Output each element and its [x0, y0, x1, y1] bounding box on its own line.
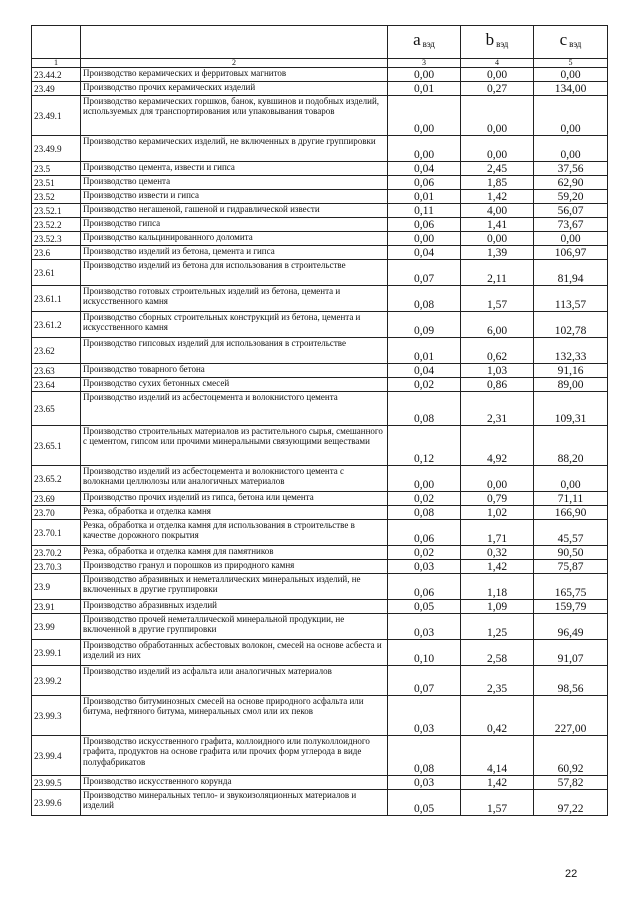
value-b-cell: 1,03: [461, 364, 534, 378]
code-cell: 23.70.1: [32, 520, 81, 546]
header-b-cell: b $_{вэд}$: [461, 26, 534, 59]
value-c-cell: 166,90: [534, 506, 608, 520]
value-b-cell: 0,00: [461, 466, 534, 492]
table-row: [32, 520, 608, 546]
name-cell: Производство битуминозных смесей на основе природного асфальта или битума, нефтяного битума, минеральных смол или их пеков: [81, 696, 388, 736]
value-c-cell: 91,07: [534, 640, 608, 666]
table-row: [32, 696, 608, 736]
value-b-cell: 0,00: [461, 136, 534, 162]
name-cell: Производство гипса: [81, 218, 388, 232]
value-c-cell: 75,87: [534, 560, 608, 574]
name-cell: Производство готовых строительных изделий из бетона, цемента и искусственного камня: [81, 286, 388, 312]
coefficient-table: [31, 25, 608, 816]
code-cell: 23.62: [32, 338, 81, 364]
table-row: [32, 232, 608, 246]
value-a-cell: 0,07: [388, 666, 461, 696]
value-b-cell: 0,79: [461, 492, 534, 506]
value-c-cell: 165,75: [534, 574, 608, 600]
value-a-cell: 0,03: [388, 614, 461, 640]
coefficient-table-container: [31, 25, 608, 816]
value-b-cell: 1,57: [461, 790, 534, 816]
code-cell: 23.5: [32, 162, 81, 176]
table-row: [32, 68, 608, 82]
code-cell: 23.64: [32, 378, 81, 392]
code-cell: 23.49.9: [32, 136, 81, 162]
value-c-cell: 106,97: [534, 246, 608, 260]
value-a-cell: 0,01: [388, 338, 461, 364]
table-row: [32, 96, 608, 136]
name-cell: Производство прочей неметаллической минеральной продукции, не включенной в другие группировки: [81, 614, 388, 640]
value-b-cell: 0,42: [461, 696, 534, 736]
name-cell: Производство кальцинированного доломита: [81, 232, 388, 246]
value-c-cell: 102,78: [534, 312, 608, 338]
table-row: [32, 82, 608, 96]
column-index-row: [32, 59, 608, 68]
code-cell: 23.70: [32, 506, 81, 520]
code-cell: 23.52.3: [32, 232, 81, 246]
table-row: [32, 506, 608, 520]
table-row: [32, 492, 608, 506]
value-c-cell: 227,00: [534, 696, 608, 736]
header-row: [32, 26, 608, 59]
value-c-cell: 81,94: [534, 260, 608, 286]
name-cell: Резка, обработка и отделка камня для использования в строительстве в качестве дорожного покрытия: [81, 520, 388, 546]
table-row: [32, 162, 608, 176]
value-b-cell: 6,00: [461, 312, 534, 338]
code-cell: 23.99.3: [32, 696, 81, 736]
table-row: [32, 600, 608, 614]
table-row: [32, 312, 608, 338]
value-c-cell: 113,57: [534, 286, 608, 312]
table-row: [32, 574, 608, 600]
table-row: [32, 790, 608, 816]
value-b-cell: 2,31: [461, 392, 534, 426]
name-cell: Производство изделий из бетона для использования в строительстве: [81, 260, 388, 286]
column-index: 1: [32, 59, 81, 68]
value-b-cell: 2,45: [461, 162, 534, 176]
table-row: [32, 736, 608, 776]
value-b-cell: 0,00: [461, 96, 534, 136]
value-b-cell: 0,00: [461, 68, 534, 82]
header-code-cell: [32, 26, 81, 59]
value-a-cell: 0,00: [388, 96, 461, 136]
value-b-cell: 1,57: [461, 286, 534, 312]
code-cell: 23.99.2: [32, 666, 81, 696]
value-b-cell: 1,71: [461, 520, 534, 546]
table-row: [32, 286, 608, 312]
code-cell: 23.65: [32, 392, 81, 426]
value-a-cell: 0,02: [388, 492, 461, 506]
code-cell: 23.51: [32, 176, 81, 190]
name-cell: Производство гранул и порошков из природного камня: [81, 560, 388, 574]
code-cell: 23.49: [32, 82, 81, 96]
name-cell: Производство искусственного графита, коллоидного или полуколлоидного графита, продуктов на основе графита или прочих форм углерода в виде полуфабрикатов: [81, 736, 388, 776]
code-cell: 23.65.1: [32, 426, 81, 466]
code-cell: 23.70.2: [32, 546, 81, 560]
code-cell: 23.70.3: [32, 560, 81, 574]
table-row: [32, 560, 608, 574]
code-cell: 23.99.6: [32, 790, 81, 816]
name-cell: Резка, обработка и отделка камня для памятников: [81, 546, 388, 560]
value-c-cell: 97,22: [534, 790, 608, 816]
name-cell: Производство сборных строительных конструкций из бетона, цемента и искусственного камня: [81, 312, 388, 338]
value-c-cell: 132,33: [534, 338, 608, 364]
code-cell: 23.44.2: [32, 68, 81, 82]
value-b-cell: 1,02: [461, 506, 534, 520]
code-cell: 23.61.2: [32, 312, 81, 338]
value-c-cell: 45,57: [534, 520, 608, 546]
code-cell: 23.63: [32, 364, 81, 378]
table-row: [32, 640, 608, 666]
value-a-cell: 0,06: [388, 574, 461, 600]
column-index: 3: [388, 59, 461, 68]
value-a-cell: 0,06: [388, 218, 461, 232]
name-cell: Производство искусственного корунда: [81, 776, 388, 790]
value-a-cell: 0,01: [388, 190, 461, 204]
code-cell: 23.61.1: [32, 286, 81, 312]
name-cell: Производство строительных материалов из растительного сырья, смешанного с цементом, гипсом или прочими минеральными связующими веществами: [81, 426, 388, 466]
value-c-cell: 96,49: [534, 614, 608, 640]
value-b-cell: 1,39: [461, 246, 534, 260]
value-c-cell: 0,00: [534, 136, 608, 162]
header-a-cell: a $_{вэд}$: [388, 26, 461, 59]
table-row: [32, 246, 608, 260]
value-b-cell: 1,42: [461, 560, 534, 574]
code-cell: 23.91: [32, 600, 81, 614]
name-cell: Производство керамических горшков, банок, кувшинов и подобных изделий, используемых для транспортирования или упаковывания товаров: [81, 96, 388, 136]
code-cell: 23.65.2: [32, 466, 81, 492]
table-row: [32, 260, 608, 286]
value-a-cell: 0,08: [388, 286, 461, 312]
code-cell: 23.52: [32, 190, 81, 204]
name-cell: Производство минеральных тепло- и звукоизоляционных материалов и изделий: [81, 790, 388, 816]
value-c-cell: 0,00: [534, 68, 608, 82]
value-a-cell: 0,12: [388, 426, 461, 466]
name-cell: Производство изделий из асбестоцемента и волокнистого цемента с волокнами целлюлозы или аналогичных материалов: [81, 466, 388, 492]
table-row: [32, 392, 608, 426]
value-c-cell: 71,11: [534, 492, 608, 506]
code-cell: 23.6: [32, 246, 81, 260]
value-b-cell: 0,62: [461, 338, 534, 364]
code-cell: 23.49.1: [32, 96, 81, 136]
value-a-cell: 0,05: [388, 790, 461, 816]
code-cell: 23.99.4: [32, 736, 81, 776]
value-a-cell: 0,02: [388, 378, 461, 392]
value-a-cell: 0,00: [388, 466, 461, 492]
value-b-cell: 1,42: [461, 776, 534, 790]
name-cell: Производство прочих изделий из гипса, бетона или цемента: [81, 492, 388, 506]
value-c-cell: 0,00: [534, 96, 608, 136]
value-a-cell: 0,05: [388, 600, 461, 614]
value-b-cell: 4,92: [461, 426, 534, 466]
value-b-cell: 1,42: [461, 190, 534, 204]
header-name-cell: [81, 26, 388, 59]
value-c-cell: 159,79: [534, 600, 608, 614]
value-a-cell: 0,09: [388, 312, 461, 338]
column-index: 5: [534, 59, 608, 68]
value-a-cell: 0,08: [388, 736, 461, 776]
code-cell: 23.52.2: [32, 218, 81, 232]
value-a-cell: 0,07: [388, 260, 461, 286]
value-c-cell: 57,82: [534, 776, 608, 790]
value-b-cell: 1,18: [461, 574, 534, 600]
value-a-cell: 0,04: [388, 364, 461, 378]
name-cell: Производство сухих бетонных смесей: [81, 378, 388, 392]
code-cell: 23.99.5: [32, 776, 81, 790]
name-cell: Производство товарного бетона: [81, 364, 388, 378]
name-cell: Производство прочих керамических изделий: [81, 82, 388, 96]
value-a-cell: 0,06: [388, 520, 461, 546]
value-a-cell: 0,04: [388, 246, 461, 260]
name-cell: Производство цемента: [81, 176, 388, 190]
value-c-cell: 98,56: [534, 666, 608, 696]
column-index: 4: [461, 59, 534, 68]
name-cell: Производство негашеной, гашеной и гидравлической извести: [81, 204, 388, 218]
value-a-cell: 0,00: [388, 232, 461, 246]
code-cell: 23.99: [32, 614, 81, 640]
value-a-cell: 0,03: [388, 776, 461, 790]
table-row: [32, 176, 608, 190]
header-c-cell: c $_{вэд}$: [534, 26, 608, 59]
name-cell: Производство керамических изделий, не включенных в другие группировки: [81, 136, 388, 162]
value-b-cell: 2,58: [461, 640, 534, 666]
value-b-cell: 1,41: [461, 218, 534, 232]
value-c-cell: 60,92: [534, 736, 608, 776]
table-row: [32, 378, 608, 392]
name-cell: Производство извести и гипса: [81, 190, 388, 204]
table-row: [32, 364, 608, 378]
column-index: 2: [81, 59, 388, 68]
table-row: [32, 614, 608, 640]
value-a-cell: 0,03: [388, 696, 461, 736]
value-b-cell: 0,32: [461, 546, 534, 560]
name-cell: Производство гипсовых изделий для использования в строительстве: [81, 338, 388, 364]
code-cell: 23.52.1: [32, 204, 81, 218]
value-b-cell: 4,00: [461, 204, 534, 218]
value-b-cell: 1,25: [461, 614, 534, 640]
value-b-cell: 0,86: [461, 378, 534, 392]
name-cell: Производство абразивных и неметаллических минеральных изделий, не включенных в другие группировки: [81, 574, 388, 600]
name-cell: Резка, обработка и отделка камня: [81, 506, 388, 520]
value-c-cell: 88,20: [534, 426, 608, 466]
value-c-cell: 62,90: [534, 176, 608, 190]
value-c-cell: 109,31: [534, 392, 608, 426]
value-a-cell: 0,11: [388, 204, 461, 218]
value-b-cell: 0,27: [461, 82, 534, 96]
value-c-cell: 90,50: [534, 546, 608, 560]
name-cell: Производство обработанных асбестовых волокон, смесей на основе асбеста и изделий из них: [81, 640, 388, 666]
value-a-cell: 0,06: [388, 176, 461, 190]
table-row: [32, 546, 608, 560]
table-row: [32, 218, 608, 232]
name-cell: Производство абразивных изделий: [81, 600, 388, 614]
name-cell: Производство изделий из бетона, цемента и гипса: [81, 246, 388, 260]
code-cell: 23.61: [32, 260, 81, 286]
value-a-cell: 0,08: [388, 392, 461, 426]
name-cell: Производство керамических и ферритовых магнитов: [81, 68, 388, 82]
name-cell: Производство изделий из асбестоцемента и волокнистого цемента: [81, 392, 388, 426]
value-c-cell: 37,56: [534, 162, 608, 176]
table-row: [32, 338, 608, 364]
value-a-cell: 0,02: [388, 546, 461, 560]
value-b-cell: 1,09: [461, 600, 534, 614]
value-c-cell: 134,00: [534, 82, 608, 96]
value-c-cell: 0,00: [534, 232, 608, 246]
value-b-cell: 2,35: [461, 666, 534, 696]
value-c-cell: 73,67: [534, 218, 608, 232]
value-b-cell: 0,00: [461, 232, 534, 246]
value-a-cell: 0,10: [388, 640, 461, 666]
value-c-cell: 89,00: [534, 378, 608, 392]
table-row: [32, 466, 608, 492]
name-cell: Производство изделий из асфальта или аналогичных материалов: [81, 666, 388, 696]
table-row: [32, 136, 608, 162]
code-cell: 23.9: [32, 574, 81, 600]
value-c-cell: 56,07: [534, 204, 608, 218]
value-b-cell: 2,11: [461, 260, 534, 286]
page-number: 22: [565, 868, 578, 880]
name-cell: Производство цемента, извести и гипса: [81, 162, 388, 176]
value-c-cell: 91,16: [534, 364, 608, 378]
value-b-cell: 1,85: [461, 176, 534, 190]
value-b-cell: 4,14: [461, 736, 534, 776]
value-a-cell: 0,00: [388, 136, 461, 162]
table-row: [32, 426, 608, 466]
code-cell: 23.69: [32, 492, 81, 506]
table-row: [32, 190, 608, 204]
value-a-cell: 0,00: [388, 68, 461, 82]
code-cell: 23.99.1: [32, 640, 81, 666]
value-c-cell: 59,20: [534, 190, 608, 204]
value-a-cell: 0,08: [388, 506, 461, 520]
value-a-cell: 0,04: [388, 162, 461, 176]
table-row: [32, 204, 608, 218]
value-c-cell: 0,00: [534, 466, 608, 492]
value-a-cell: 0,01: [388, 82, 461, 96]
table-row: [32, 776, 608, 790]
value-a-cell: 0,03: [388, 560, 461, 574]
table-row: [32, 666, 608, 696]
